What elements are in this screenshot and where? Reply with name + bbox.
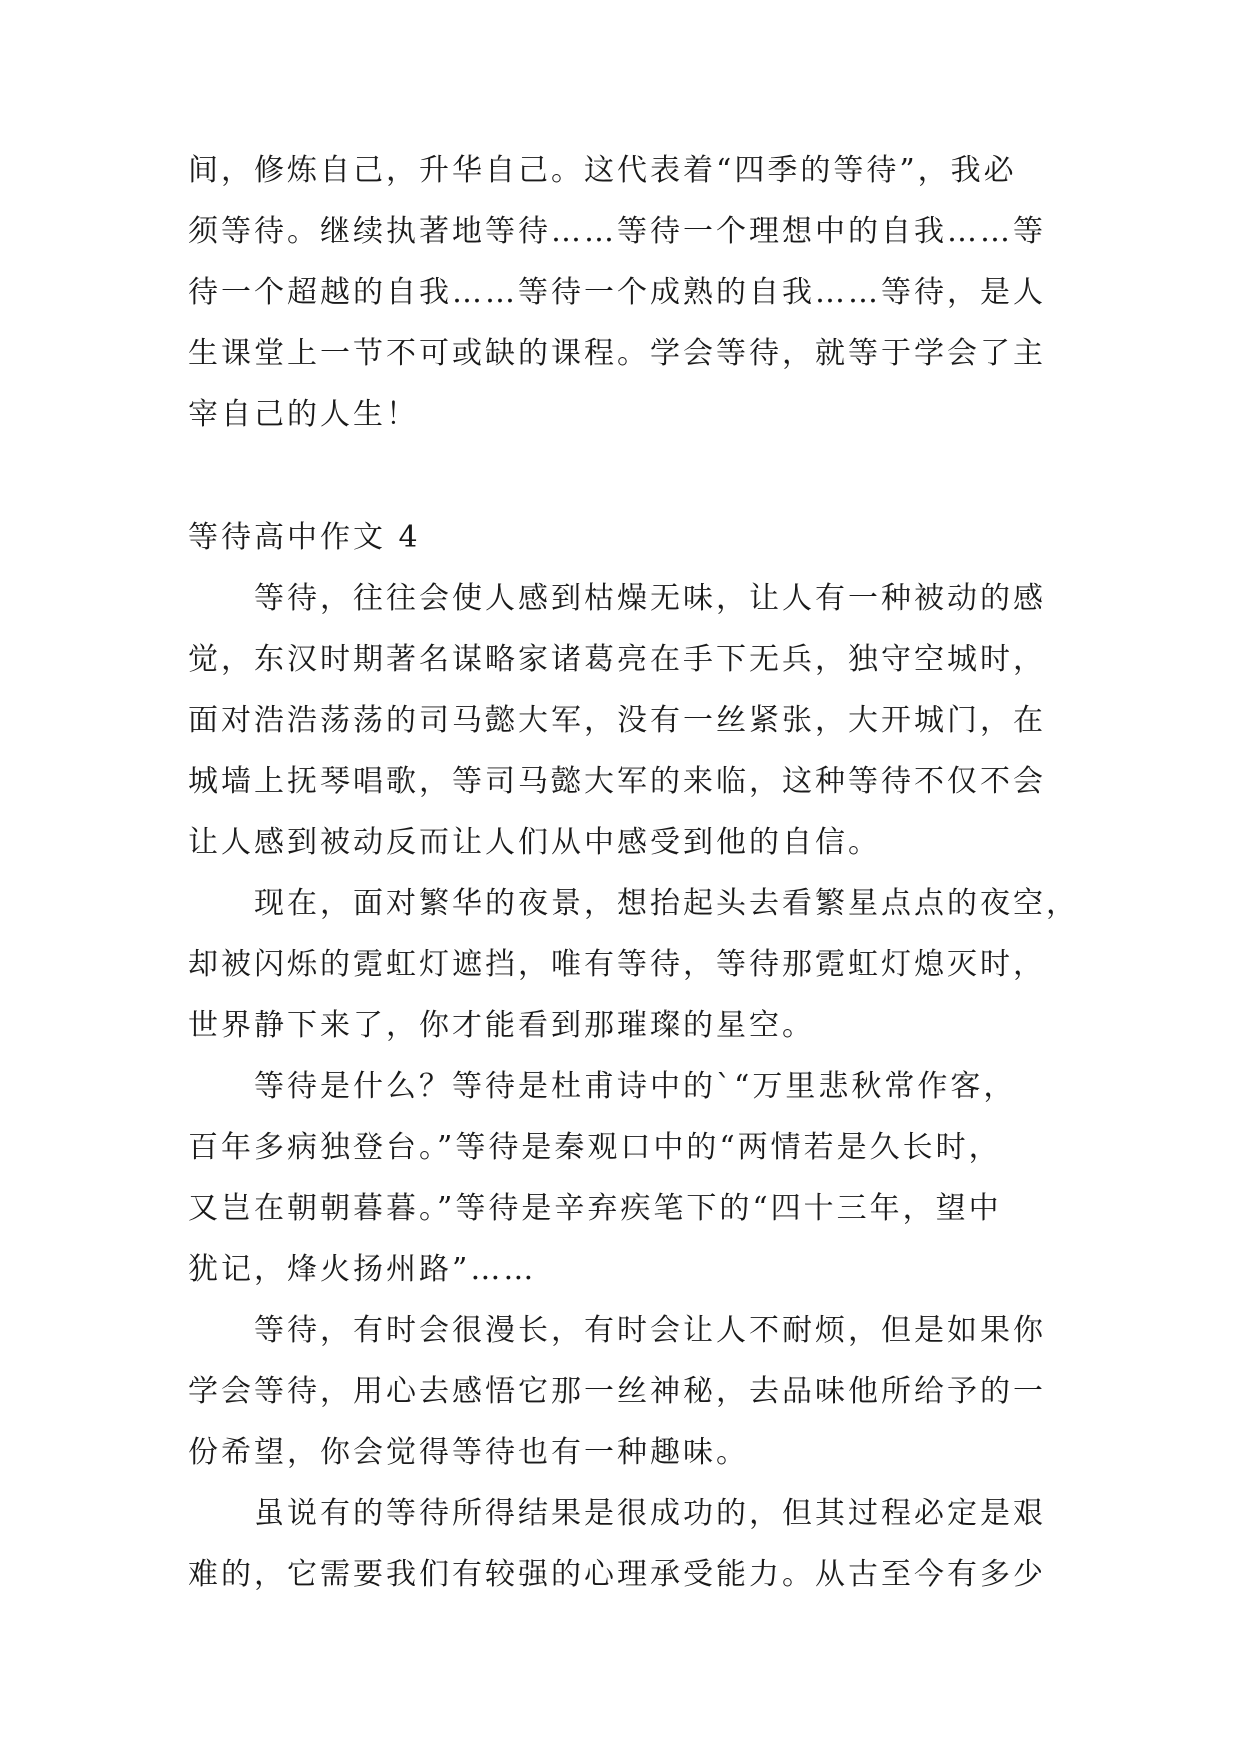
- text-line: 难的，它需要我们有较强的心理承受能力。从古至今有多少: [188, 1557, 1046, 1592]
- paragraph-2: [188, 873, 1079, 1056]
- text-line: 犹记，烽火扬州路”……: [188, 1252, 537, 1287]
- text-line: 份希望，你会觉得等待也有一种趣味。: [188, 1435, 749, 1470]
- paragraph-1: [188, 568, 1058, 873]
- text-line: 宰自己的人生！: [188, 397, 419, 432]
- paragraph-3: [188, 1056, 1058, 1300]
- paragraph-5: [188, 1483, 1058, 1605]
- text-line: 却被闪烁的霓虹灯遮挡，唯有等待，等待那霓虹灯熄灭时，: [188, 947, 1046, 982]
- text-line: 又岂在朝朝暮暮。”等待是辛弃疾笔下的“四十三年，望中: [188, 1191, 1002, 1226]
- text-line: 觉，东汉时期著名谋略家诸葛亮在手下无兵，独守空城时，: [188, 642, 1046, 677]
- text-line: 间，修炼自己，升华自己。这代表着“四季的等待”，我必: [188, 153, 1017, 188]
- text-line: 现在，面对繁华的夜景，想抬起头去看繁星点点的夜空，: [254, 886, 1079, 921]
- section-title: 等待高中作文 4: [188, 520, 421, 555]
- continuation-paragraph: [188, 140, 1058, 445]
- text-line: 学会等待，用心去感悟它那一丝神秘，去品味他所给予的一: [188, 1374, 1046, 1409]
- text-line: 等待，往往会使人感到枯燥无味，让人有一种被动的感: [254, 581, 1046, 616]
- text-line: 城墙上抚琴唱歌，等司马懿大军的来临，这种等待不仅不会: [188, 764, 1046, 799]
- text-line: 让人感到被动反而让人们从中感受到他的自信。: [188, 825, 881, 860]
- paragraph-4: [188, 1300, 1058, 1483]
- text-line: 待一个超越的自我……等待一个成熟的自我……等待，是人: [188, 275, 1046, 310]
- text-line: 虽说有的等待所得结果是很成功的，但其过程必定是艰: [254, 1496, 1046, 1531]
- text-line: 生课堂上一节不可或缺的课程。学会等待，就等于学会了主: [188, 336, 1046, 371]
- text-line: 等待是什么？等待是杜甫诗中的`“万里悲秋常作客，: [254, 1069, 1017, 1104]
- text-line: 世界静下来了，你才能看到那璀璨的星空。: [188, 1008, 815, 1043]
- text-line: 须等待。继续执著地等待……等待一个理想中的自我……等: [188, 214, 1046, 249]
- text-line: 百年多病独登台。”等待是秦观口中的“两情若是久长时，: [188, 1130, 1002, 1165]
- text-line: 面对浩浩荡荡的司马懿大军，没有一丝紧张，大开城门，在: [188, 703, 1046, 738]
- text-line: 等待，有时会很漫长，有时会让人不耐烦，但是如果你: [254, 1313, 1046, 1348]
